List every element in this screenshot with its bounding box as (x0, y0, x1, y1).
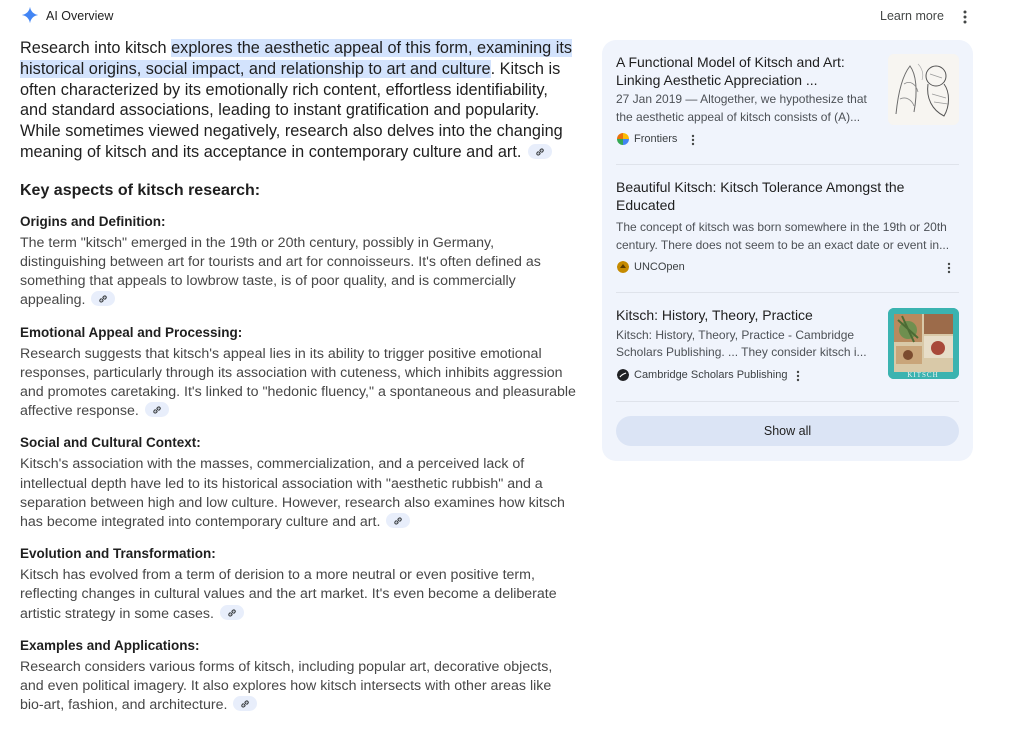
source-card-cambridge[interactable] (616, 307, 876, 384)
source-thumbnail-book-cover[interactable] (888, 308, 959, 379)
source-card-uncopen[interactable] (616, 179, 959, 276)
section-body: Research suggests that kitsch's appeal lies in its ability to trigger positive emotional responses, particularly through its association with cuteness, which inhibits aggression and promotes caretaking. It's linked to "hedonic fluency," a spontaneous and pleasurable affective response. (20, 345, 576, 420)
link-icon (152, 405, 162, 415)
section-title: Examples and Applications: (20, 637, 200, 653)
source-title[interactable]: Beautiful Kitsch: Kitsch Tolerance Amongst the Educated (616, 179, 905, 213)
link-icon (227, 608, 237, 618)
section-origins (20, 213, 576, 311)
overview-content (20, 38, 576, 715)
citation-link-button[interactable] (91, 291, 115, 306)
key-aspects-heading: Key aspects of kitsch research: (20, 181, 261, 199)
intro-rest: . Kitsch is often characterized by its emotionally rich content, effortless identifiability, and standard associations, leading to instant gratification and popularity. While sometimes viewed negatively, research also delves into the changing meaning of kitsch and its acceptance in contemporary culture and art. (20, 59, 563, 161)
source-divider (616, 292, 959, 293)
source-divider (616, 401, 959, 402)
show-all-button[interactable]: Show all (616, 416, 959, 446)
link-icon (535, 147, 545, 157)
source-attribution (616, 132, 876, 148)
section-body: Kitsch has evolved from a term of derision to a more neutral or even positive term, reflecting changes in cultural values and the art market. It's even become a deliberate artistic strategy in some cases. (20, 567, 557, 622)
section-evolution (20, 545, 576, 624)
more-vert-icon[interactable] (791, 369, 805, 383)
source-snippet: 27 Jan 2019 — Altogether, we hypothesize that the aesthetic appeal of kitsch consists of (A)... (616, 92, 867, 124)
section-social-context (20, 434, 576, 532)
citation-link-button[interactable] (528, 144, 552, 159)
source-snippet: The concept of kitsch was born somewhere in the 19th or 20th century. There does not seem to be an exact date or event in... (616, 220, 950, 252)
learn-more-link[interactable]: Learn more (880, 9, 944, 23)
citation-link-button[interactable] (386, 513, 410, 528)
sources-panel (602, 40, 973, 461)
source-divider (616, 164, 959, 165)
section-examples (20, 637, 576, 716)
svg-text:KITSCH: KITSCH (907, 371, 939, 379)
source-name: Frontiers (634, 133, 678, 145)
section-body: Kitsch's association with the masses, commercialization, and a perceived lack of intellectual depth have led to its historical association with "aesthetic rubbish" and a separation between high and low culture. However, research also examines how kitsch has become integrated into contemporary culture and art. (20, 456, 565, 531)
uncopen-favicon-icon (617, 261, 629, 273)
more-vert-icon[interactable] (686, 133, 700, 147)
more-vert-icon[interactable] (956, 8, 974, 26)
section-title: Emotional Appeal and Processing: (20, 324, 243, 340)
line-drawing-illustration (888, 54, 959, 125)
link-icon (393, 516, 403, 526)
citation-link-button[interactable] (233, 696, 257, 711)
source-name: Cambridge Scholars Publishing (634, 368, 788, 381)
intro-lead: Research into kitsch (20, 39, 172, 57)
ai-overview-header (0, 0, 1024, 32)
source-name: UNCOpen (634, 261, 685, 273)
frontiers-favicon-icon (617, 133, 629, 145)
source-attribution (616, 260, 959, 276)
source-snippet: Kitsch: History, Theory, Practice - Cambridge Scholars Publishing. ... They consider kitsch i... (616, 327, 867, 359)
source-title[interactable]: A Functional Model of Kitsch and Art: Linking Aesthetic Appreciation ... (616, 54, 845, 88)
overview-intro (20, 38, 576, 163)
source-title[interactable]: Kitsch: History, Theory, Practice (616, 307, 813, 323)
citation-link-button[interactable] (220, 605, 244, 620)
source-attribution (616, 368, 876, 384)
section-body: Research considers various forms of kitsch, including popular art, decorative objects, and even political imagery. It also explores how kitsch intersects with other areas like bio-art, fashion, and architecture. (20, 658, 553, 714)
ai-overview-title: AI Overview (46, 9, 114, 23)
more-vert-icon[interactable] (942, 261, 956, 275)
source-card-frontiers[interactable] (616, 54, 876, 148)
section-body: The term "kitsch" emerged in the 19th or 20th century, possibly in Germany, distinguishing between art for tourists and art for connoisseurs. It's often defined as something that appeals to lowbrow taste, is of poor quality, and is commercially appealing. (20, 234, 541, 309)
section-emotional-appeal (20, 324, 576, 422)
cambridge-favicon-icon (617, 369, 629, 381)
book-cover (888, 308, 959, 379)
citation-link-button[interactable] (145, 402, 169, 417)
section-title: Evolution and Transformation: (20, 546, 216, 562)
intro-highlight[interactable]: explores the aesthetic appeal of this form, examining its historical origins, social impact, and relationship to art and culture (20, 39, 573, 78)
section-title: Social and Cultural Context: (20, 435, 201, 451)
gemini-spark-icon (21, 6, 39, 24)
source-thumbnail-illustration[interactable] (888, 54, 959, 125)
link-icon (240, 699, 250, 709)
link-icon (98, 294, 108, 304)
section-title: Origins and Definition: (20, 213, 166, 229)
